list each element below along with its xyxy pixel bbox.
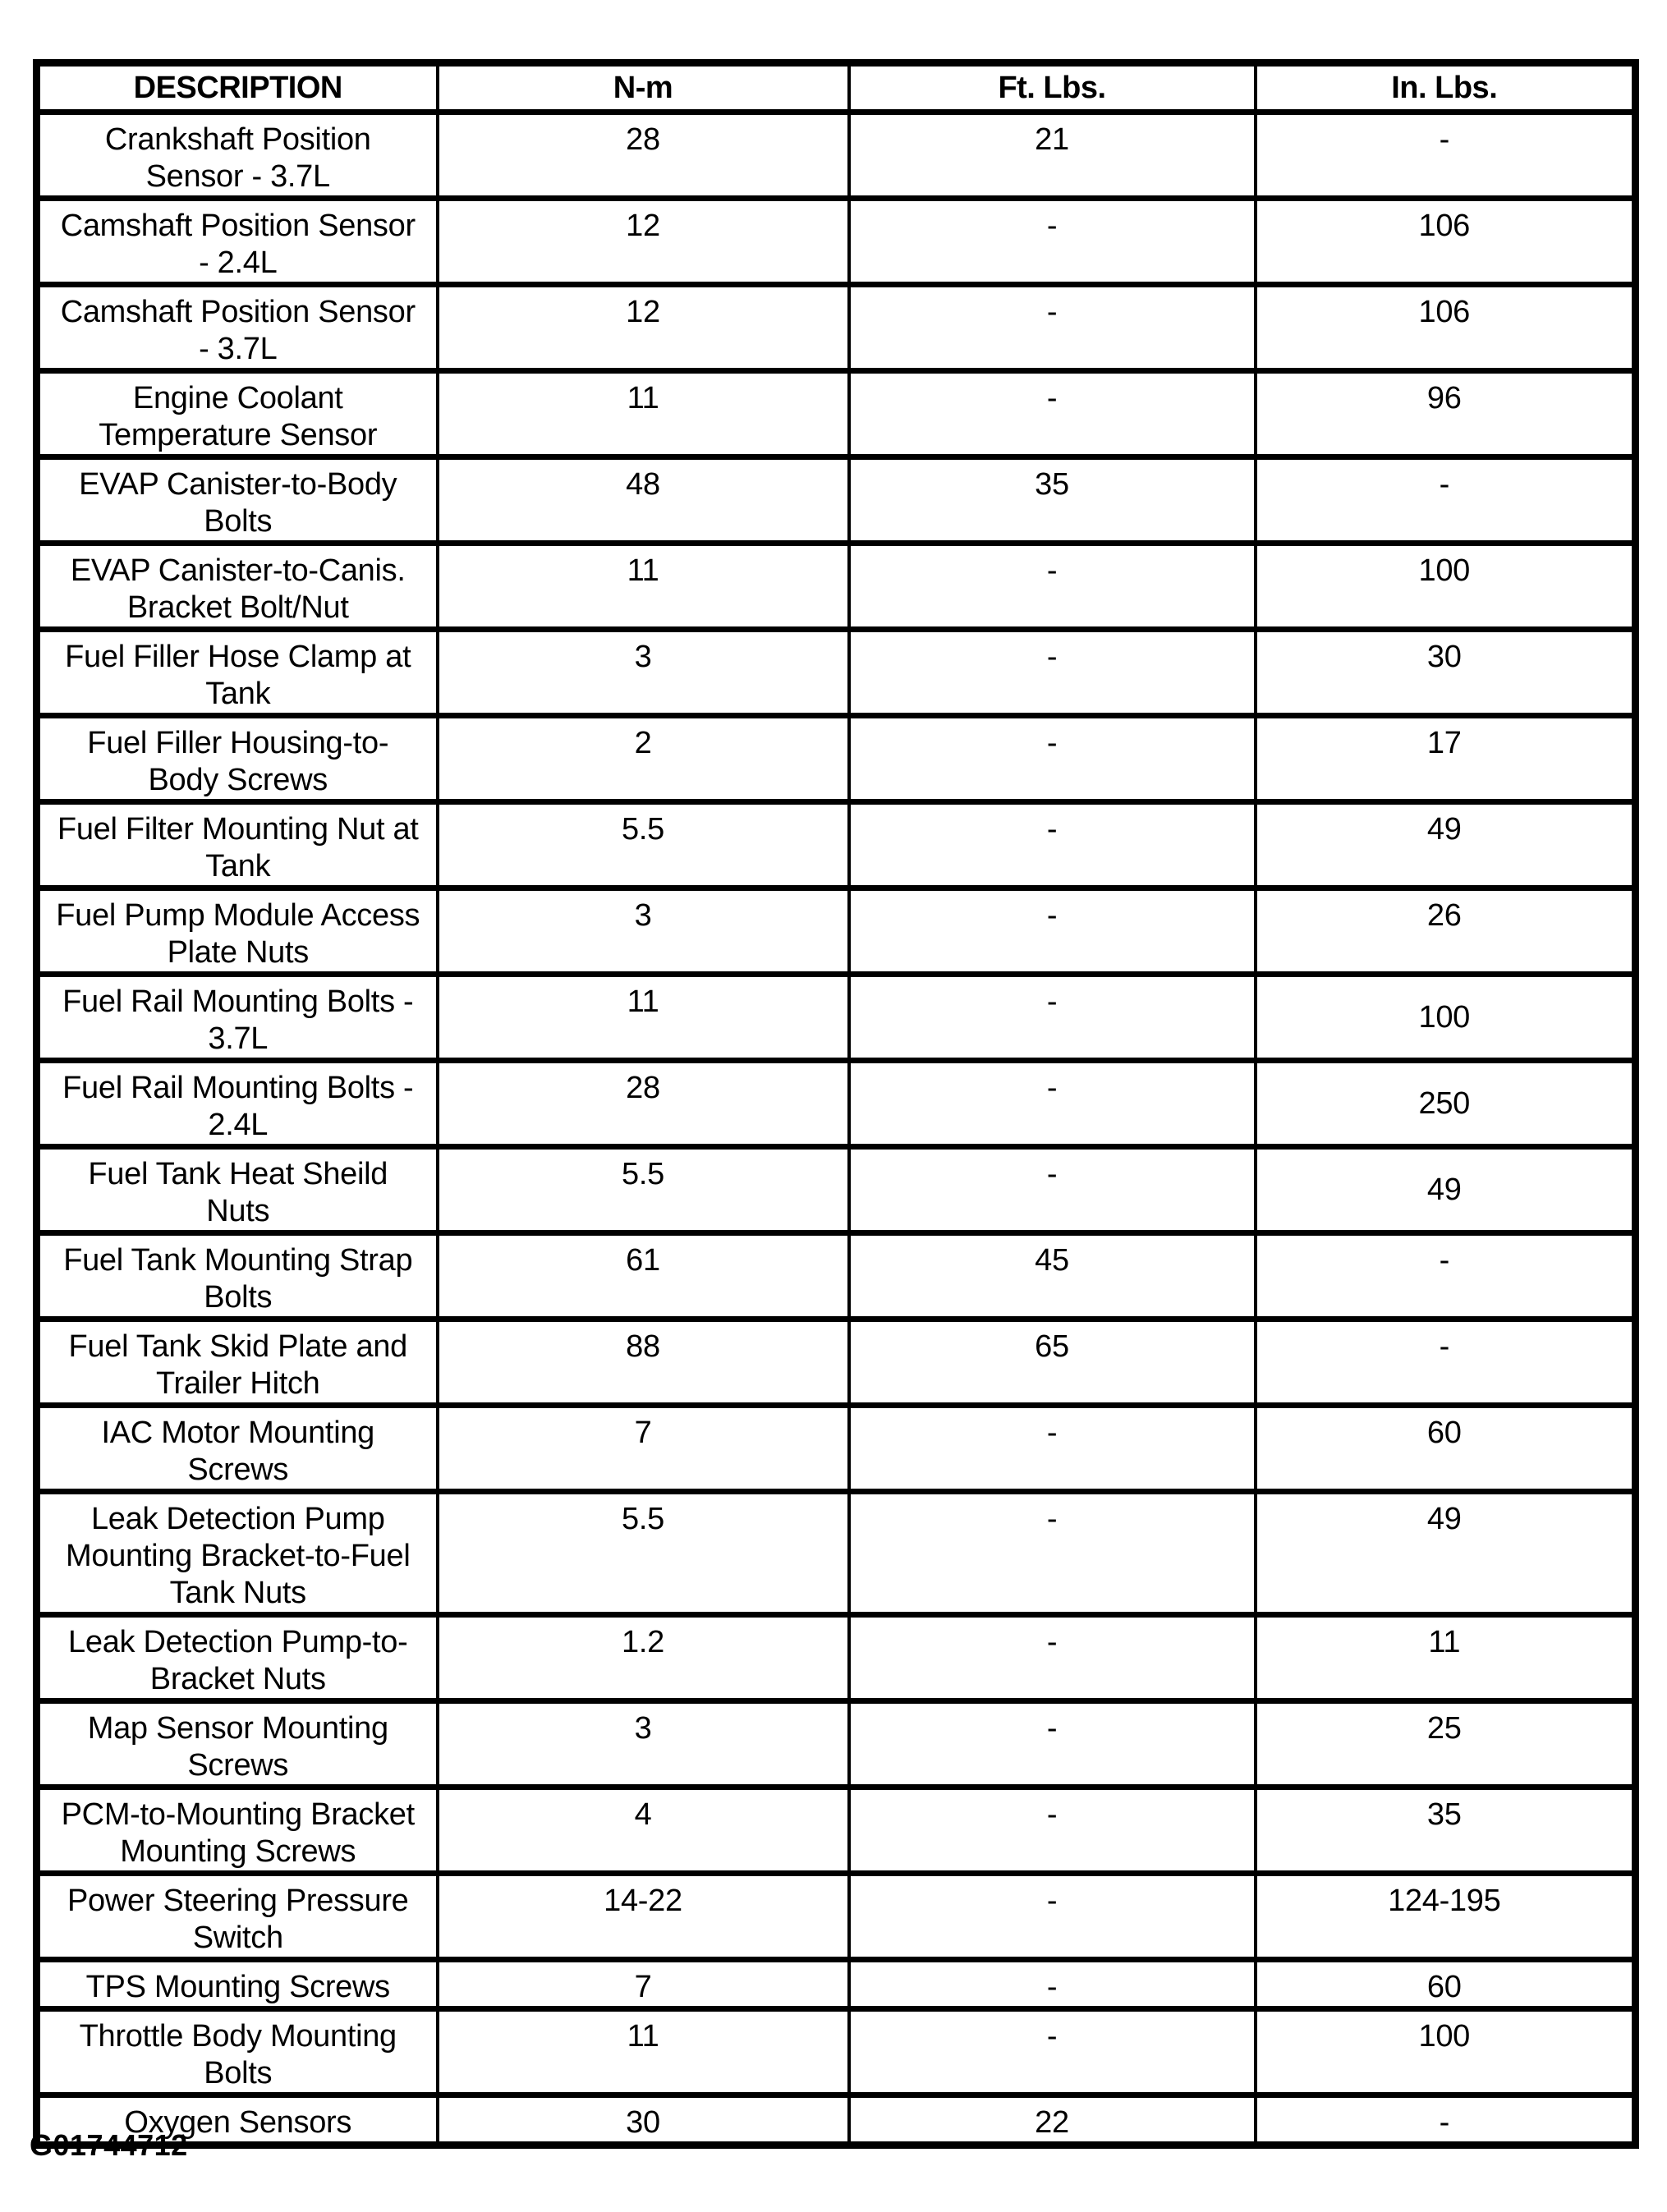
figure-id: G01744712 (30, 2128, 188, 2162)
inlbs-value-cell: 96 (1256, 371, 1636, 457)
ftlbs-value-cell: 65 (849, 1319, 1256, 1406)
document-page (33, 59, 1632, 2149)
inlbs-value-cell: 106 (1256, 199, 1636, 285)
description-cell: TPS Mounting Screws (37, 1960, 438, 2009)
description-cell: EVAP Canister-to-Body Bolts (37, 457, 438, 544)
column-header-in-lbs: In. Lbs. (1256, 63, 1636, 112)
header-row (37, 63, 1636, 112)
description-cell: Camshaft Position Sensor - 2.4L (37, 199, 438, 285)
table-row (37, 1233, 1636, 1319)
ftlbs-value-cell: - (849, 630, 1256, 716)
table-row (37, 112, 1636, 199)
table-row (37, 888, 1636, 975)
ftlbs-value-cell: - (849, 1061, 1256, 1147)
nm-value-cell: 3 (438, 630, 849, 716)
nm-value-cell: 48 (438, 457, 849, 544)
description-cell: Leak Detection Pump-to- Bracket Nuts (37, 1615, 438, 1701)
nm-value-cell: 11 (438, 975, 849, 1061)
description-cell: Power Steering Pressure Switch (37, 1874, 438, 1960)
ftlbs-value-cell: 45 (849, 1233, 1256, 1319)
nm-value-cell: 2 (438, 716, 849, 802)
nm-value-cell: 3 (438, 888, 849, 975)
nm-value-cell: 4 (438, 1787, 849, 1874)
nm-value-cell: 28 (438, 112, 849, 199)
description-cell: Throttle Body Mounting Bolts (37, 2009, 438, 2095)
nm-value-cell: 3 (438, 1701, 849, 1787)
nm-value-cell: 5.5 (438, 1492, 849, 1615)
table-row (37, 1787, 1636, 1874)
table-row (37, 199, 1636, 285)
inlbs-value-cell: - (1256, 2095, 1636, 2145)
table-row (37, 457, 1636, 544)
nm-value-cell: 7 (438, 1960, 849, 2009)
table-row (37, 1147, 1636, 1233)
nm-value-cell: 30 (438, 2095, 849, 2145)
description-cell: IAC Motor Mounting Screws (37, 1406, 438, 1492)
ftlbs-value-cell: - (849, 1701, 1256, 1787)
description-cell: Fuel Tank Heat Sheild Nuts (37, 1147, 438, 1233)
ftlbs-value-cell: - (849, 199, 1256, 285)
inlbs-value-cell: 100 (1256, 2009, 1636, 2095)
inlbs-value-cell: - (1256, 1233, 1636, 1319)
ftlbs-value-cell: - (849, 2009, 1256, 2095)
inlbs-value-cell: 35 (1256, 1787, 1636, 1874)
inlbs-value-cell: 100 (1256, 975, 1636, 1061)
table-row (37, 1701, 1636, 1787)
table-row (37, 2095, 1636, 2145)
inlbs-value-cell: 25 (1256, 1701, 1636, 1787)
inlbs-value-cell: 49 (1256, 1492, 1636, 1615)
ftlbs-value-cell: - (849, 888, 1256, 975)
table-row (37, 1960, 1636, 2009)
nm-value-cell: 28 (438, 1061, 849, 1147)
table-row (37, 2009, 1636, 2095)
inlbs-value-cell: 17 (1256, 716, 1636, 802)
ftlbs-value-cell: - (849, 1874, 1256, 1960)
table-row (37, 1319, 1636, 1406)
column-header-ft-lbs: Ft. Lbs. (849, 63, 1256, 112)
description-cell: Fuel Pump Module Access Plate Nuts (37, 888, 438, 975)
nm-value-cell: 12 (438, 199, 849, 285)
nm-value-cell: 88 (438, 1319, 849, 1406)
column-header-description: DESCRIPTION (37, 63, 438, 112)
nm-value-cell: 5.5 (438, 1147, 849, 1233)
inlbs-value-cell: 26 (1256, 888, 1636, 975)
nm-value-cell: 7 (438, 1406, 849, 1492)
inlbs-value-cell: - (1256, 112, 1636, 199)
table-row (37, 371, 1636, 457)
ftlbs-value-cell: - (849, 1147, 1256, 1233)
description-cell: Map Sensor Mounting Screws (37, 1701, 438, 1787)
ftlbs-value-cell: - (849, 1406, 1256, 1492)
description-cell: Camshaft Position Sensor - 3.7L (37, 285, 438, 371)
nm-value-cell: 11 (438, 544, 849, 630)
inlbs-value-cell: 100 (1256, 544, 1636, 630)
nm-value-cell: 61 (438, 1233, 849, 1319)
description-cell: Crankshaft Position Sensor - 3.7L (37, 112, 438, 199)
inlbs-value-cell: - (1256, 457, 1636, 544)
description-cell: Leak Detection Pump Mounting Bracket-to-Fuel Tank Nuts (37, 1492, 438, 1615)
table-row (37, 1406, 1636, 1492)
nm-value-cell: 11 (438, 2009, 849, 2095)
description-cell: Oxygen Sensors (37, 2095, 438, 2145)
ftlbs-value-cell: - (849, 371, 1256, 457)
ftlbs-value-cell: 35 (849, 457, 1256, 544)
description-cell: Engine Coolant Temperature Sensor (37, 371, 438, 457)
table-row (37, 544, 1636, 630)
description-cell: Fuel Tank Skid Plate and Trailer Hitch (37, 1319, 438, 1406)
ftlbs-value-cell: - (849, 1492, 1256, 1615)
table-row (37, 716, 1636, 802)
description-cell: Fuel Tank Mounting Strap Bolts (37, 1233, 438, 1319)
description-cell: Fuel Filler Hose Clamp at Tank (37, 630, 438, 716)
table-row (37, 630, 1636, 716)
table-row (37, 285, 1636, 371)
ftlbs-value-cell: 21 (849, 112, 1256, 199)
inlbs-value-cell: 124-195 (1256, 1874, 1636, 1960)
inlbs-value-cell: 60 (1256, 1960, 1636, 2009)
ftlbs-value-cell: - (849, 1787, 1256, 1874)
ftlbs-value-cell: - (849, 975, 1256, 1061)
description-cell: Fuel Filter Mounting Nut at Tank (37, 802, 438, 888)
ftlbs-value-cell: - (849, 1960, 1256, 2009)
ftlbs-value-cell: - (849, 1615, 1256, 1701)
table-row (37, 1061, 1636, 1147)
inlbs-value-cell: 106 (1256, 285, 1636, 371)
nm-value-cell: 12 (438, 285, 849, 371)
table-row (37, 802, 1636, 888)
inlbs-value-cell: 30 (1256, 630, 1636, 716)
inlbs-value-cell: 60 (1256, 1406, 1636, 1492)
description-cell: EVAP Canister-to-Canis. Bracket Bolt/Nut (37, 544, 438, 630)
inlbs-value-cell: 49 (1256, 1147, 1636, 1233)
nm-value-cell: 14-22 (438, 1874, 849, 1960)
inlbs-value-cell: - (1256, 1319, 1636, 1406)
ftlbs-value-cell: - (849, 285, 1256, 371)
nm-value-cell: 5.5 (438, 802, 849, 888)
ftlbs-value-cell: 22 (849, 2095, 1256, 2145)
table-row (37, 1874, 1636, 1960)
ftlbs-value-cell: - (849, 544, 1256, 630)
table-row (37, 1615, 1636, 1701)
description-cell: Fuel Filler Housing-to- Body Screws (37, 716, 438, 802)
torque-spec-table (33, 59, 1639, 2149)
description-cell: PCM-to-Mounting Bracket Mounting Screws (37, 1787, 438, 1874)
nm-value-cell: 11 (438, 371, 849, 457)
description-cell: Fuel Rail Mounting Bolts - 2.4L (37, 1061, 438, 1147)
column-header-nm: N-m (438, 63, 849, 112)
inlbs-value-cell: 250 (1256, 1061, 1636, 1147)
ftlbs-value-cell: - (849, 802, 1256, 888)
nm-value-cell: 1.2 (438, 1615, 849, 1701)
inlbs-value-cell: 11 (1256, 1615, 1636, 1701)
ftlbs-value-cell: - (849, 716, 1256, 802)
inlbs-value-cell: 49 (1256, 802, 1636, 888)
table-row (37, 1492, 1636, 1615)
description-cell: Fuel Rail Mounting Bolts - 3.7L (37, 975, 438, 1061)
table-row (37, 975, 1636, 1061)
